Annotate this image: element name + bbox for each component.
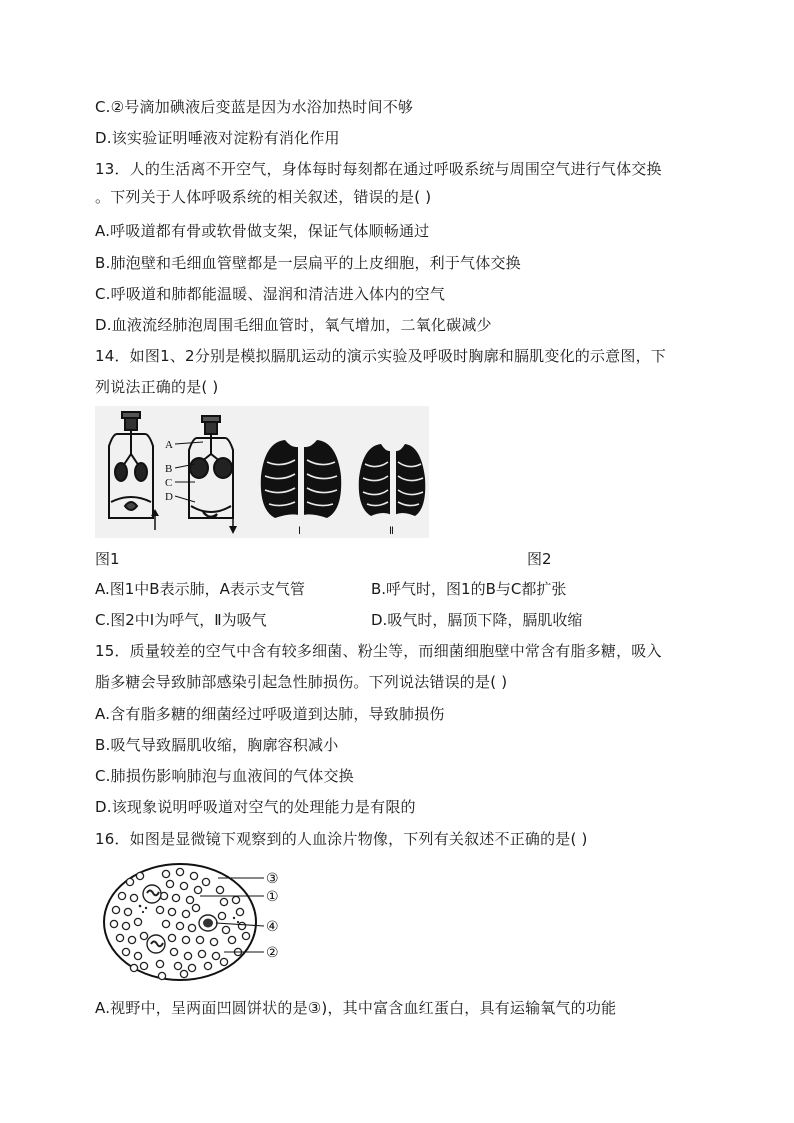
q14-option-d: D.吸气时，膈顶下降，膈肌收缩: [371, 611, 583, 629]
red-blood-cell: [126, 878, 133, 885]
q13-stem-line1: 13．人的生活离不开空气，身体每时每刻都在通过呼吸系统与周围空气进行气体交换: [95, 160, 662, 178]
red-blood-cell: [140, 962, 147, 969]
red-blood-cell: [174, 962, 181, 969]
red-blood-cell: [216, 886, 223, 893]
red-blood-cell: [180, 882, 187, 889]
white-blood-cell-1: [143, 885, 161, 903]
red-blood-cell: [232, 896, 239, 903]
red-blood-cell: [204, 962, 211, 969]
q15-option-d: D.该现象说明呼吸道对空气的处理能力是有限的: [95, 798, 416, 816]
white-blood-cell-3: [199, 915, 217, 931]
red-blood-cell: [140, 932, 147, 939]
red-blood-cell: [236, 908, 243, 915]
fig16-label-3: ③: [266, 871, 279, 887]
red-blood-cell: [202, 878, 209, 885]
fig16-label-4: ④: [266, 919, 279, 935]
rib-cage-1: [261, 440, 341, 518]
red-blood-cell: [156, 960, 163, 967]
red-blood-cell: [110, 920, 117, 927]
red-blood-cell: [184, 952, 191, 959]
red-blood-cell: [194, 886, 201, 893]
q15-stem-line1: 15．质量较差的空气中含有较多细菌、粉尘等，而细菌细胞壁中常含有脂多糖，吸入: [95, 642, 662, 660]
fig14-label-d: D: [165, 491, 173, 503]
red-blood-cell: [122, 922, 129, 929]
red-blood-cell: [190, 872, 197, 879]
red-blood-cell: [130, 894, 137, 901]
q14-stem-line1: 14．如图1、2分别是模拟膈肌运动的演示实验及呼吸时胸廓和膈肌变化的示意图，下: [95, 347, 666, 365]
red-blood-cell: [182, 936, 189, 943]
red-blood-cell: [170, 948, 177, 955]
rib-cage-2: [359, 444, 426, 518]
figure-14-image: [95, 406, 429, 538]
fig14-label-c: C: [165, 477, 173, 489]
red-blood-cell: [168, 908, 175, 915]
q16-option-a: A.视野中，呈两面凹圆饼状的是③)，其中富含血红蛋白，具有运输氧气的功能: [95, 999, 617, 1017]
red-blood-cell: [134, 918, 141, 925]
q15-option-a: A.含有脂多糖的细菌经过呼吸道到达肺，导致肺损伤: [95, 705, 445, 723]
q13-option-d: D.血液流经肺泡周围毛细血管时，氧气增加，二氧化碳减少: [95, 316, 492, 334]
q14-option-c: C.图2中Ⅰ为呼气，Ⅱ为吸气: [95, 611, 267, 629]
red-blood-cell: [222, 926, 229, 933]
figure-16-image: [100, 860, 300, 984]
red-blood-cell: [218, 912, 225, 919]
red-blood-cell: [198, 950, 205, 957]
red-blood-cell: [220, 958, 227, 965]
figure-1-caption: 图1: [95, 550, 120, 568]
q14-option-a: A.图1中B表示肺，A表示支气管: [95, 580, 305, 598]
fig14-label-a: A: [165, 439, 173, 451]
red-blood-cell: [220, 898, 227, 905]
white-blood-cell-2: [147, 935, 165, 953]
red-blood-cell: [168, 934, 175, 941]
fig16-label-2: ②: [266, 945, 279, 961]
q13-option-a: A.呼吸道都有骨或软骨做支架，保证气体顺畅通过: [95, 222, 430, 240]
red-blood-cell: [130, 964, 137, 971]
fig14-roman-2: Ⅱ: [389, 526, 394, 537]
red-blood-cell: [128, 936, 135, 943]
q13-option-b: B.肺泡壁和毛细血管壁都是一层扁平的上皮细胞，利于气体交换: [95, 254, 521, 272]
red-blood-cell: [196, 936, 203, 943]
q14-stem-line2: 列说法正确的是( ): [95, 378, 219, 396]
q13-option-c: C.呼吸道和肺都能温暖、湿润和清洁进入体内的空气: [95, 285, 446, 303]
red-blood-cell: [112, 906, 119, 913]
red-blood-cell: [186, 896, 193, 903]
red-blood-cell: [166, 880, 173, 887]
q15-stem-line2: 脂多糖会导致肺部感染引起急性肺损伤。下列说法错误的是( ): [95, 673, 508, 691]
red-blood-cell: [116, 934, 123, 941]
q14-option-b: B.呼气时，图1的B与C都扩张: [371, 580, 567, 598]
red-blood-cell: [182, 910, 189, 917]
figure-2-caption: 图2: [527, 550, 552, 568]
red-blood-cell: [192, 904, 199, 911]
fig14-roman-1: Ⅰ: [298, 526, 301, 537]
red-blood-cell: [238, 922, 245, 929]
red-blood-cell: [210, 938, 217, 945]
red-blood-cell: [180, 970, 187, 977]
red-blood-cell: [212, 952, 219, 959]
fig16-label-1: ①: [266, 889, 279, 905]
q12-option-d: D.该实验证明唾液对淀粉有消化作用: [95, 129, 340, 147]
red-blood-cell: [124, 908, 131, 915]
red-blood-cell: [162, 870, 169, 877]
red-blood-cell: [176, 868, 183, 875]
q12-option-c: C.②号滴加碘液后变蓝是因为水浴加热时间不够: [95, 98, 414, 116]
red-blood-cell: [158, 972, 165, 979]
red-blood-cell: [162, 920, 169, 927]
red-blood-cell: [228, 936, 235, 943]
red-blood-cell: [172, 894, 179, 901]
q15-option-c: C.肺损伤影响肺泡与血液间的气体交换: [95, 767, 354, 785]
red-blood-cell: [242, 932, 249, 939]
q15-option-b: B.吸气导致膈肌收缩，胸廓容积减小: [95, 736, 339, 754]
red-blood-cell: [176, 922, 183, 929]
fig14-label-b: B: [165, 463, 173, 475]
q16-stem: 16．如图是显微镜下观察到的人血涂片物像，下列有关叙述不正确的是( ): [95, 830, 588, 848]
q13-stem-line2: 。下列关于人体呼吸系统的相关叙述，错误的是( ): [95, 188, 432, 206]
red-blood-cell: [136, 872, 143, 879]
red-blood-cell: [156, 906, 163, 913]
red-blood-cell: [188, 924, 195, 931]
red-blood-cell: [188, 964, 195, 971]
red-blood-cell: [118, 892, 125, 899]
red-blood-cell: [122, 948, 129, 955]
red-blood-cell: [134, 952, 141, 959]
